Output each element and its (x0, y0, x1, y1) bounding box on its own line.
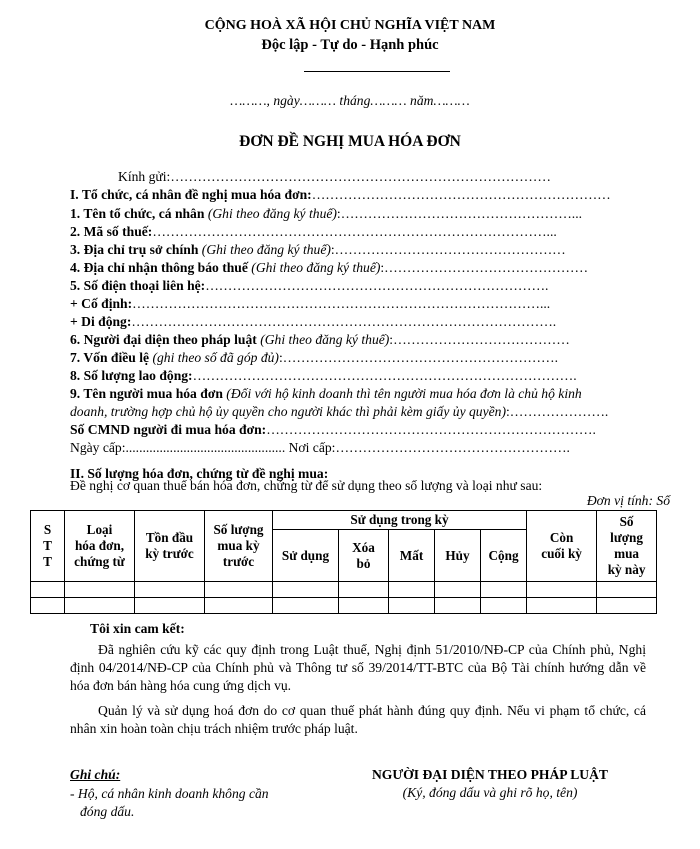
recipient-fill[interactable]: ………………………………………………………………………… (170, 169, 551, 184)
col-lost: Mất (389, 530, 435, 582)
field-issue-date-fill[interactable]: ............................................... (125, 440, 286, 455)
section2-heading: II. Số lượng hóa đơn, chứng từ đề nghị mua: (70, 466, 329, 481)
field-buyer-name-fill[interactable]: :…………………. (506, 404, 609, 419)
commitment-heading-line (90, 620, 670, 638)
col-cancelled: Xóa bỏ (339, 530, 389, 582)
field-buyer-name-line2: doanh, trường hợp chủ hộ ủy quyền cho người khác thì phải kèm giấy ủy quyền):…………………. (70, 404, 609, 419)
col-stt: S T T (31, 511, 65, 582)
field-org-name: 1. Tên tổ chức, cá nhân (Ghi theo đăng ký thuế):……………………………………………... (70, 206, 582, 221)
signer-title: NGƯỜI ĐẠI DIỆN THEO PHÁP LUẬT (371, 767, 609, 782)
col-request: Số lượng mua kỳ này (597, 511, 657, 582)
field-landline-fill[interactable]: ………………………………………………………………………………... (132, 296, 551, 311)
field-issue-date-label: Ngày cấp: (70, 440, 126, 455)
col-usage-group: Sử dụng trong kỳ (273, 511, 527, 530)
field-issue-place-label: Nơi cấp: (285, 440, 336, 455)
col-remaining: Còn cuối kỳ (527, 511, 597, 582)
field-legal-rep-fill[interactable]: :………………………………… (389, 332, 570, 347)
commitment-heading: Tôi xin cam kết: (90, 621, 185, 636)
motto: Độc lập - Tự do - Hạnh phúc (261, 37, 439, 53)
note-line-2: đóng dấu. (80, 804, 135, 819)
unit-label: Đơn vị tính: Số (586, 493, 670, 508)
field-head-office-fill[interactable]: :…………………………………………… (330, 242, 566, 257)
section1-heading-fill[interactable]: ………………………………………………………… (311, 187, 611, 202)
field-phone-fill[interactable]: …………………………………………………………………. (205, 278, 549, 293)
col-type: Loại hóa đơn, chứng từ (65, 511, 135, 582)
col-opening: Tồn đầu kỳ trước (135, 511, 205, 582)
field-head-office: 3. Địa chỉ trụ sở chính (Ghi theo đăng ký thuế):…………………………………………… (70, 242, 566, 257)
field-landline: + Cố định:………………………………………………………………………………... (70, 296, 551, 311)
field-labor-count: 8. Số lượng lao động:…………………………………………………………………………. (70, 368, 577, 383)
field-id-line (70, 421, 650, 439)
note-title: Ghi chú: (70, 767, 121, 782)
col-total: Cộng (481, 530, 527, 582)
field-mobile-fill[interactable]: …………………………………………………………………………………. (131, 314, 557, 329)
section2-intro: Đề nghị cơ quan thuế bán hóa đơn, chứng từ để sử dụng theo số lượng và loại như sau: (70, 478, 543, 493)
recipient-label: Kính gửi: (118, 169, 171, 184)
field-charter-capital-fill[interactable]: :……………………………………………………. (278, 350, 559, 365)
note-body (70, 785, 320, 821)
invoice-table (30, 510, 657, 614)
section1-heading: I. Tổ chức, cá nhân đề nghị mua hóa đơn: (70, 187, 312, 202)
col-destroyed: Hủy (435, 530, 481, 582)
field-org-name-fill[interactable]: :……………………………………………... (336, 206, 582, 221)
col-bought: Số lượng mua kỳ trước (205, 511, 273, 582)
col-used: Sử dụng (273, 530, 339, 582)
field-tax-code: 2. Mã số thuế:……………………………………………………………………………... (70, 224, 557, 239)
field-mobile: + Di động:…………………………………………………………………………………. (70, 314, 557, 329)
commitment-para-1: Đã nghiên cứu kỹ các quy định trong Luật thuế, Nghị định 51/2010/NĐ-CP của Chính phủ, Nghị định 04/2014/NĐ-CP của Chính phủ và Thông tư số 39/2014/TT-BTC của Bộ Tài chính hướng dẫn về hóa đơn bán hàng hóa cung ứng dịch vụ. (70, 642, 646, 693)
field-issue-place-fill[interactable]: ……………………………………………. (335, 440, 570, 455)
field-id-label: Số CMND người đi mua hóa đơn: (70, 422, 267, 437)
section1-heading-line (70, 186, 650, 204)
date-line: ………, ngày……… tháng……… năm……… (230, 93, 470, 108)
field-id-fill[interactable]: ………………………………………………………………. (266, 422, 596, 437)
commitment-para-2: Quản lý và sử dụng hoá đơn do cơ quan thuế phát hành đúng quy định. Nếu vi phạm tổ chức, cá nhân xin hoàn toàn chịu trách nhiệm trước pháp luật. (70, 703, 646, 736)
field-notice-address-fill[interactable]: :……………………………………… (380, 260, 589, 275)
field-charter-capital: 7. Vốn điều lệ (ghi theo số đã góp đủ):……………………………………………………. (70, 350, 559, 365)
motto-underline (304, 71, 450, 72)
field-issue-line (70, 439, 650, 457)
field-legal-rep: 6. Người đại diện theo pháp luật (Ghi theo đăng ký thuế):………………………………… (70, 332, 570, 347)
note-line-1: - Hộ, cá nhân kinh doanh không cần (70, 786, 269, 801)
field-tax-code-fill[interactable]: ……………………………………………………………………………... (152, 224, 557, 239)
field-notice-address: 4. Địa chỉ nhận thông báo thuế (Ghi theo đăng ký thuế):……………………………………… (70, 260, 589, 275)
signer-note: (Ký, đóng dấu và ghi rõ họ, tên) (402, 785, 578, 800)
field-labor-count-fill[interactable]: …………………………………………………………………………. (192, 368, 577, 383)
recipient-line (118, 168, 650, 186)
field-buyer-name-line1: 9. Tên người mua hóa đơn (Đối với hộ kinh doanh thì tên người mua hóa đơn là chủ hộ kinh (70, 386, 582, 401)
form-title: ĐƠN ĐỀ NGHỊ MUA HÓA ĐƠN (239, 133, 461, 150)
national-title: CỘNG HOÀ XÃ HỘI CHỦ NGHĨA VIỆT NAM (204, 18, 496, 33)
table-row (31, 582, 657, 598)
table-row (31, 598, 657, 614)
field-phone: 5. Số điện thoại liên hệ:…………………………………………………………………. (70, 278, 549, 293)
